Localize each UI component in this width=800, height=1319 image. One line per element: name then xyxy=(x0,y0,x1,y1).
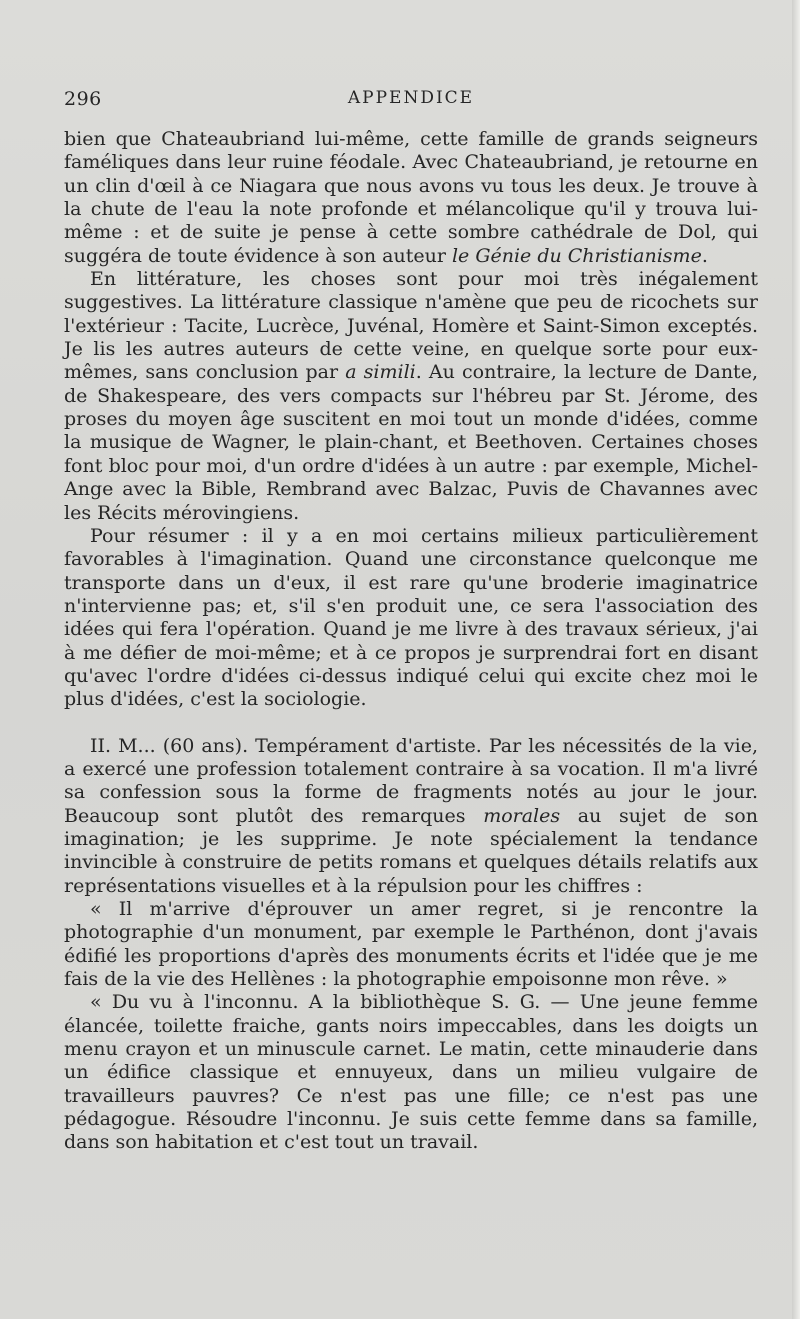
body-text xyxy=(64,128,758,1155)
italic-text: le Génie du Christianisme xyxy=(451,244,702,267)
text-run: bien que Chateaubriand lui-même, cette famille de grands seigneurs faméliques dans leur ruine féodale. Avec Chateaubriand, je retourne en un clin d'œil à ce Niagara que nous avons vu tous les deux. Je trouve à la chute de l'eau la note profonde et mélancolique qu'il y trouva lui-même : et de suite je pense à cette sombre cathédrale de Dol, qui suggéra de toute évidence à son auteur xyxy=(64,128,758,267)
text-run: En littérature, les choses sont pour moi très inégalement suggestives. La littérature classique n'amène que peu de ricochets sur l'extérieur : Tacite, Lucrèce, Juvénal, Homère et Saint-Simon exceptés. Je lis les autres auteurs de cette veine, en quelque sorte pour eux-mêmes, sans conclusion par xyxy=(64,268,758,384)
text-run: II. M... (60 ans). Tempérament d'artiste. Par les nécessités de la vie, a exercé une profession totalement contraire à sa vocation. Il m'a livré sa confession sous la forme de fragments notés au jour le jour. Beaucoup sont plutôt des remarques xyxy=(64,734,758,827)
page-header xyxy=(64,88,758,118)
paragraph xyxy=(64,525,758,712)
page-number: 296 xyxy=(64,88,102,110)
running-head: APPENDICE xyxy=(347,88,475,108)
italic-text: a simili xyxy=(345,361,416,384)
page-edge xyxy=(792,0,800,1319)
text-run: . xyxy=(701,244,708,267)
text-run: au sujet de son imagination; je les supprime. Je note spécialement la tendance invincible à construire de petits romans et quelques détails relatifs aux représentations visuelles et à la répulsion pour les chiffres : xyxy=(64,804,758,897)
text-run: . Au contraire, la lecture de Dante, de Shakespeare, des vers compacts sur l'hébreu par St. Jérome, des proses du moyen âge suscitent en moi tout un monde d'idées, comme la musique de Wagner, le plain-chant, et Beethoven. Certaines choses font bloc pour moi, d'un ordre d'idées à un autre : par exemple, Michel-Ange avec la Bible, Rembrand avec Balzac, Puvis de Chavannes avec les Récits mérovingiens. xyxy=(64,361,758,524)
paragraph xyxy=(64,268,758,525)
text-run: « Il m'arrive d'éprouver un amer regret, si je rencontre la photographie d'un monument, par exemple le Parthénon, dont j'avais édifié les proportions d'après des monuments écrits et l'idée que je me fais de la vie des Hellènes : la photographie empoisonne mon rêve. » xyxy=(64,898,758,991)
italic-text: morales xyxy=(483,804,561,827)
text-run: « Du vu à l'inconnu. A la bibliothèque S. G. — Une jeune femme élancée, toilette fraiche, gants noirs impeccables, dans les doigts un menu crayon et un minuscule carnet. Le matin, cette minauderie dans un édifice classique et ennuyeux, dans un milieu vulgaire de travailleurs pauvres? Ce n'est pas une fille; ce n'est pas une pédagogue. Résoudre l'inconnu. Je suis cette femme dans sa famille, dans son habitation et c'est tout un travail. xyxy=(64,991,758,1154)
paragraph xyxy=(64,128,758,268)
text-run: Pour résumer : il y a en moi certains milieux particulièrement favorables à l'imagination. Quand une circonstance quelconque me transporte dans un d'eux, il est rare qu'une broderie imaginatrice n'intervienne pas; et, s'il s'en produit une, ce sera l'association des idées qui fera l'opération. Quand je me livre à des travaux sérieux, j'ai à me défier de moi-même; et à ce propos je surprendrai fort en disant qu'avec l'ordre d'idées ci-dessus indiqué celui qui excite chez moi le plus d'idées, c'est la sociologie. xyxy=(64,524,758,711)
paragraph xyxy=(64,991,758,1154)
paragraph xyxy=(64,898,758,991)
paragraph xyxy=(64,735,758,898)
